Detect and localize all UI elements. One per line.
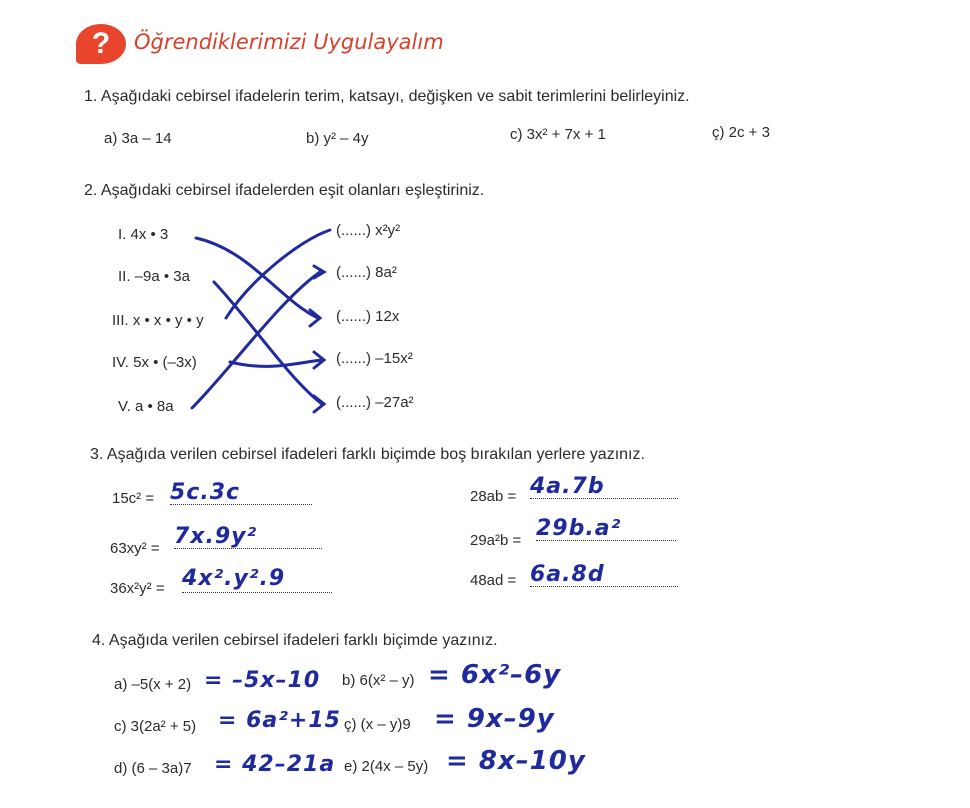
q3-label-2: 28ab = [470,488,517,505]
q4-answer-cc: = 9x–9y [434,704,555,734]
q2-left-1: I. 4x • 3 [118,226,169,243]
q3-blank-5 [182,566,332,593]
q4-label-b: b) 6(x² – y) [342,672,415,689]
q3-blank-3 [174,524,322,549]
q3-answer-3: 7x.9y² [174,524,258,549]
q4-answer-e: = 8x–10y [446,746,586,776]
q3-blank-4 [536,516,676,541]
q3-answer-1: 5c.3c [170,480,241,505]
q3-label-5: 36x²y² = [110,580,165,597]
question-1-text: 1. Aşağıdaki cebirsel ifadelerin terim, katsayı, değişken ve sabit terimlerini belirleyiniz. [84,88,690,105]
q4-answer-d: = 42–21a [214,752,336,777]
q2-right-5: (......) –27a² [336,394,414,411]
match-line-1 [196,238,318,318]
q4-label-e: e) 2(4x – 5y) [344,758,429,775]
q2-right-2: (......) 8a² [336,264,397,281]
q2-left-2: II. –9a • 3a [118,268,190,285]
match-line-3 [226,230,330,318]
q3-label-4: 29a²b = [470,532,522,549]
q2-left-4: IV. 5x • (–3x) [112,354,197,371]
q2-left-3: III. x • x • y • y [112,312,204,329]
q1-item-cc: ç) 2c + 3 [712,124,770,141]
match-line-2 [214,282,322,404]
q3-answer-6: 6a.8d [530,562,605,587]
page-title: Öğrendiklerimizi Uygulayalım [134,30,444,54]
q3-label-1: 15c² = [112,490,155,507]
match-line-5 [192,272,320,408]
q3-answer-4: 29b.a² [536,516,622,541]
q1-item-a: a) 3a – 14 [104,130,172,147]
q3-answer-5: 4x².y².9 [182,566,286,591]
q2-right-3: (......) 12x [336,308,400,325]
question-badge-icon: ? [76,24,126,64]
q1-item-b: b) y² – 4y [306,130,369,147]
q3-label-6: 48ad = [470,572,517,589]
q4-label-d: d) (6 – 3a)7 [114,760,192,777]
question-3-text: 3. Aşağıda verilen cebirsel ifadeleri farklı biçimde boş bırakılan yerlere yazınız. [90,446,645,463]
match-line-4 [230,360,322,366]
q4-answer-b: = 6x²–6y [428,660,562,690]
question-4-text: 4. Aşağıda verilen cebirsel ifadeleri farklı biçimde yazınız. [92,632,498,649]
question-2-text: 2. Aşağıdaki cebirsel ifadelerden eşit olanları eşleştiriniz. [84,182,485,199]
q3-blank-2 [530,474,678,499]
q4-label-a: a) –5(x + 2) [114,676,192,693]
q4-label-cc: ç) (x – y)9 [344,716,411,733]
q2-right-1: (......) x²y² [336,222,401,239]
q3-blank-6 [530,562,678,587]
q3-answer-2: 4a.7b [530,474,605,499]
q4-label-c: c) 3(2a² + 5) [114,718,197,735]
q3-blank-1 [170,480,312,505]
q2-left-5: V. a • 8a [118,398,174,415]
q2-right-4: (......) –15x² [336,350,413,367]
q4-answer-c: = 6a²+15 [218,708,341,733]
q1-item-c: c) 3x² + 7x + 1 [510,126,606,143]
q3-label-3: 63xy² = [110,540,160,557]
q4-answer-a: = –5x–10 [204,668,321,693]
